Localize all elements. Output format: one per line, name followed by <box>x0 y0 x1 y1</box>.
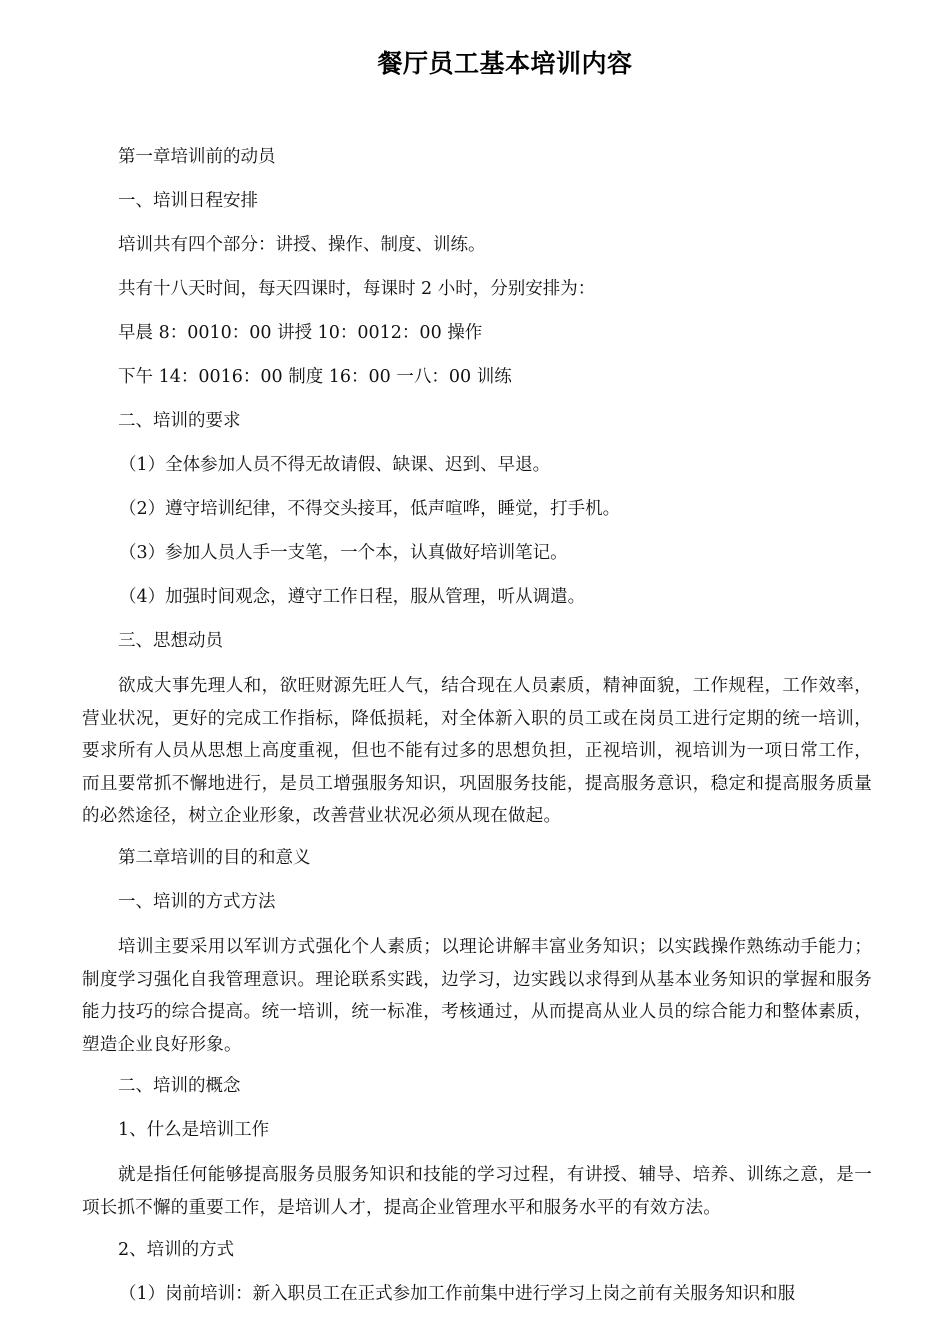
chapter-2-heading: 第二章培训的目的和意义 <box>118 847 311 868</box>
schedule-line-parts: 培训共有四个部分：讲授、操作、制度、训练。 <box>118 235 486 255</box>
training-type-item-1: （1）岗前培训：新入职员工在正式参加工作前集中进行学习上岗之前有关服务知识和服 <box>119 1283 796 1304</box>
requirements-heading: 二、培训的要求 <box>118 411 241 431</box>
training-types-heading: 2、培训的方式 <box>118 1239 235 1260</box>
requirement-item-4: （4）加强时间观念，遵守工作日程，服从管理，听从调遣。 <box>119 587 586 607</box>
schedule-line-afternoon: 下午 14：0016：00 制度 16：00 一八：00 训练 <box>118 367 512 387</box>
methods-heading: 一、培训的方式方法 <box>118 891 276 912</box>
concept-heading: 二、培训的概念 <box>118 1076 241 1097</box>
motivation-paragraph: 欲成大事先理人和，欲旺财源先旺人气，结合现在人员素质，精神面貌，工作规程，工作效率，营业状况，更好的完成工作指标，降低损耗，对全体新入职的员工或在岗员工进行定期的统一培训，要求所有人员从思想上高度重视，但也不能有过多的思想负担，正视培训，视培训为一项日常工作，而且要常抓不懈地进行，是员工增强服务知识，巩固服务技能，提高服务意识，稳定和提高服务质量的必然途径，树立企业形象，改善营业状况必须从现在做起。 <box>82 676 872 827</box>
document-body <box>82 142 872 1323</box>
schedule-heading: 一、培训日程安排 <box>118 191 258 211</box>
what-is-training-paragraph: 就是指任何能够提高服务员服务知识和技能的学习过程，有讲授、辅导、培养、训练之意，是一项长抓不懈的重要工作，是培训人才，提高企业管理水平和服务水平的有效方法。 <box>82 1165 872 1218</box>
schedule-line-morning: 早晨 8：0010：00 讲授 10：0012：00 操作 <box>118 323 483 343</box>
document-title: 餐厅员工基本培训内容 <box>377 49 633 78</box>
schedule-line-duration: 共有十八天时间，每天四课时，每课时 2 小时，分别安排为： <box>118 279 596 299</box>
requirement-item-3: （3）参加人员人手一支笔，一个本，认真做好培训笔记。 <box>119 543 568 563</box>
chapter-1-heading: 第一章培训前的动员 <box>118 147 276 167</box>
what-is-training-heading: 1、什么是培训工作 <box>118 1120 270 1141</box>
motivation-heading: 三、思想动员 <box>118 631 223 651</box>
requirement-item-1: （1）全体参加人员不得无故请假、缺课、迟到、早退。 <box>119 455 551 475</box>
requirement-item-2: （2）遵守培训纪律，不得交头接耳，低声喧哗，睡觉，打手机。 <box>119 499 621 519</box>
methods-paragraph: 培训主要采用以军训方式强化个人素质；以理论讲解丰富业务知识；以实践操作熟练动手能力；制度学习强化自我管理意识。理论联系实践，边学习，边实践以求得到从基本业务知识的掌握和服务能力技巧的综合提高。统一培训，统一标准，考核通过，从而提高从业人员的综合能力和整体素质，塑造企业良好形象。 <box>82 936 872 1055</box>
